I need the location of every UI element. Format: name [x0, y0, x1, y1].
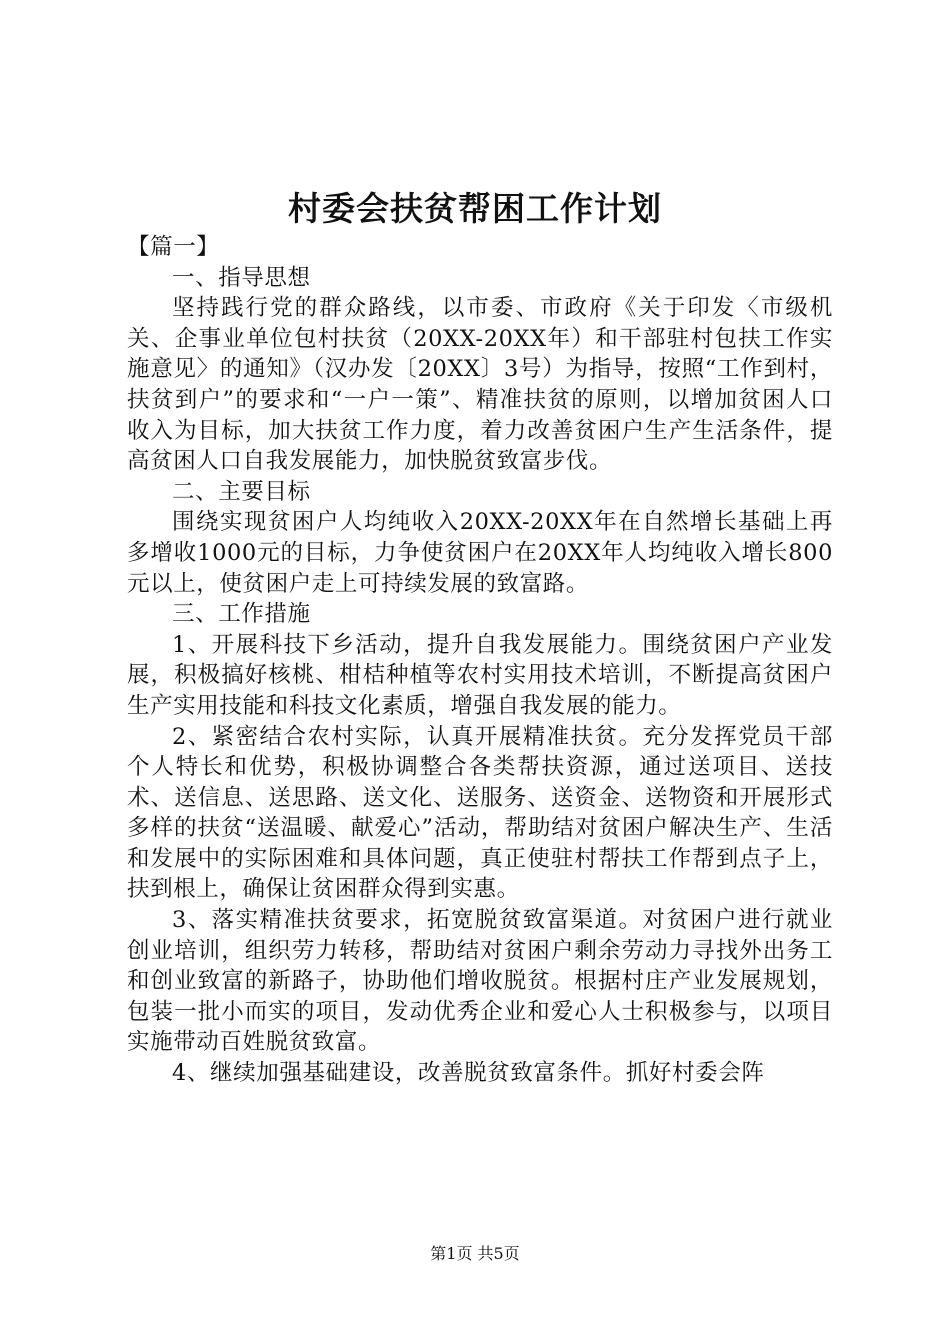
paragraph-measure-3: 3、落实精准扶贫要求，拓宽脱贫致富渠道。对贫困户进行就业创业培训，组织劳力转移，帮助结对贫困户剩余劳动力寻找外出务工和创业致富的新路子，协助他们增收脱贫。根据村庄产业发展规划，包装一批小而实的项目，发动优秀企业和爱心人士积极参与，以项目实施带动百姓脱贫致富。 — [127, 907, 833, 1056]
page-footer: 第1页 共5页 — [430, 1244, 520, 1263]
paragraph-guiding-thought: 坚持践行党的群众路线，以市委、市政府《关于印发〈市级机关、企事业单位包村扶贫（20XX-20XX年）和干部驻村包扶工作实施意见〉的通知》（汉办发〔20XX〕3号）为指导，按照“工作到村，扶贫到户”的要求和“一户一策”、精准扶贫的原则，以增加贫困人口收入为目标，加大扶贫工作力度，着力改善贫困户生产生活条件，提高贫困人口自我发展能力，加快脱贫致富步伐。 — [127, 295, 833, 475]
paragraph-measure-1: 1、开展科技下乡活动，提升自我发展能力。围绕贫困户产业发展，积极搞好核桃、柑桔种植等农村实用技术培训，不断提高贫困户生产实用技能和科技文化素质，增强自我发展的能力。 — [127, 631, 833, 719]
document-title: 村委会扶贫帮困工作计划 — [288, 189, 662, 228]
heading-main-goals: 二、主要目标 — [172, 478, 311, 505]
heading-guiding-thought: 一、指导思想 — [172, 264, 311, 291]
paragraph-main-goals: 围绕实现贫困户人均纯收入20XX-20XX年在自然增长基础上再多增收1000元的目标，力争使贫困户在20XX年人均纯收入增长800元以上，使贫困户走上可持续发展的致富路。 — [127, 509, 833, 597]
heading-work-measures: 三、工作措施 — [172, 601, 311, 628]
section-label: 【篇一】 — [127, 234, 220, 260]
paragraph-measure-2: 2、紧密结合农村实际，认真开展精准扶贫。充分发挥党员干部个人特长和优势，积极协调整合各类帮扶资源，通过送项目、送技术、送信息、送思路、送文化、送服务、送资金、送物资和开展形式多样的扶贫“送温暖、献爱心”活动，帮助结对贫困户解决生产、生活和发展中的实际困难和具体问题，真正使驻村帮扶工作帮到点子上，扶到根上，确保让贫困群众得到实惠。 — [127, 723, 833, 903]
paragraph-measure-4: 4、继续加强基础建设，改善脱贫致富条件。抓好村委会阵 — [172, 1060, 765, 1087]
document-body — [127, 232, 833, 1089]
